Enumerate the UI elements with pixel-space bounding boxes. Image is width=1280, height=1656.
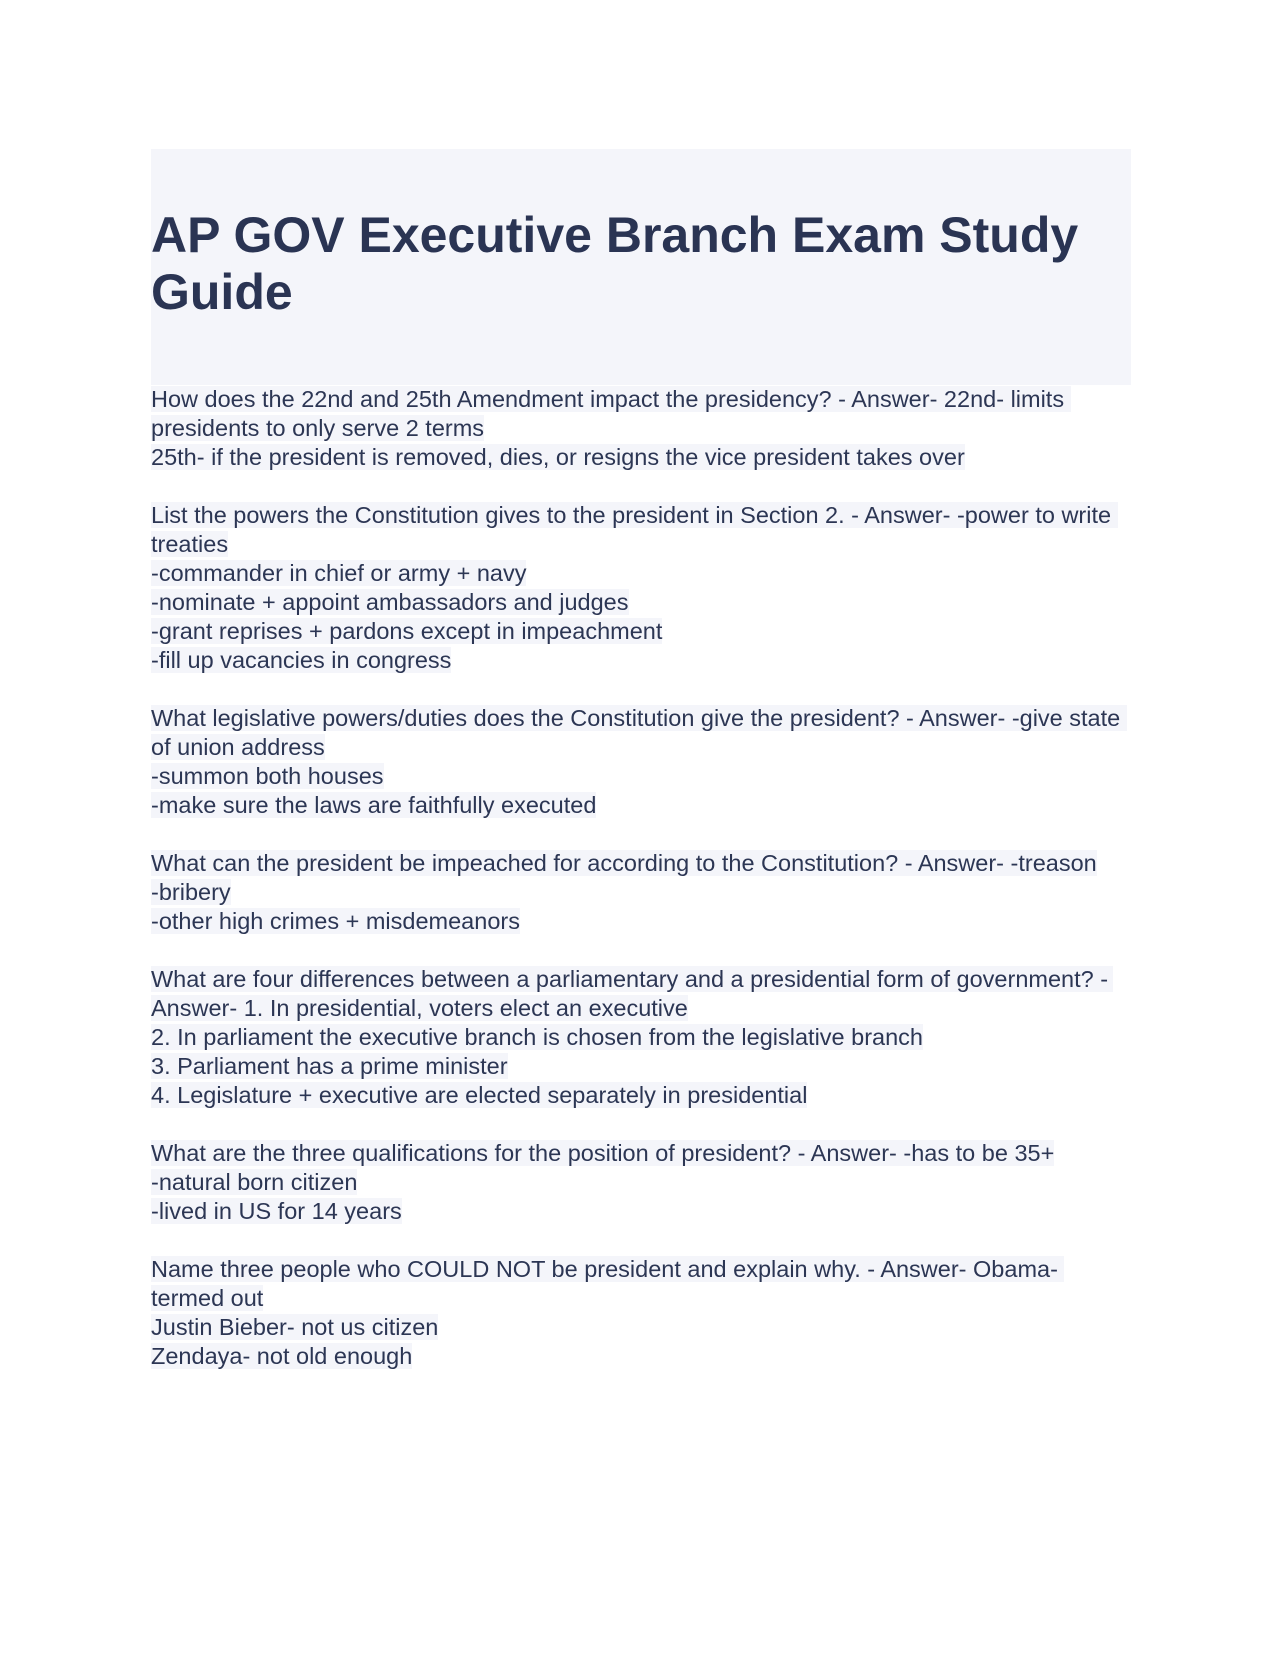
qa-text: How does the 22nd and 25th Amendment impact the presidency? - Answer- 22nd- limits presidents to only serve 2 terms <box>151 386 1071 441</box>
qa-text: What are four differences between a parliamentary and a presidential form of government? - Answer- 1. In presidential, voters elect an executive <box>151 966 1114 1021</box>
qa-item-legislative-powers <box>151 704 1131 820</box>
qa-text: -grant reprises + pardons except in impeachment <box>151 618 663 644</box>
qa-text: 4. Legislature + executive are elected separately in presidential <box>151 1082 808 1108</box>
qa-item-qualifications <box>151 1139 1131 1226</box>
title-block <box>151 149 1131 385</box>
qa-text: What legislative powers/duties does the Constitution give the president? - Answer- -give state of union address <box>151 705 1127 760</box>
qa-text: -other high crimes + misdemeanors <box>151 908 520 934</box>
qa-text: -commander in chief or army + navy <box>151 560 527 586</box>
qa-text: Justin Bieber- not us citizen <box>151 1314 439 1340</box>
qa-text: 2. In parliament the executive branch is chosen from the legislative branch <box>151 1024 924 1050</box>
qa-text: What are the three qualifications for the position of president? - Answer- -has to be 35+ <box>151 1140 1055 1166</box>
qa-item-parliamentary-vs-presidential <box>151 965 1131 1110</box>
document-title: AP GOV Executive Branch Exam Study Guide <box>151 207 1079 320</box>
qa-text: What can the president be impeached for according to the Constitution? - Answer- -treason <box>151 850 1097 876</box>
qa-text: -make sure the laws are faithfully executed <box>151 792 597 818</box>
qa-text: 3. Parliament has a prime minister <box>151 1053 508 1079</box>
qa-text: Name three people who COULD NOT be president and explain why. - Answer- Obama- termed out <box>151 1256 1065 1311</box>
qa-item-who-could-not-be-president <box>151 1255 1131 1371</box>
qa-text: Zendaya- not old enough <box>151 1343 413 1369</box>
document-page <box>151 149 1131 1400</box>
qa-text: -fill up vacancies in congress <box>151 647 452 673</box>
qa-item-impeachment <box>151 849 1131 936</box>
qa-text: 25th- if the president is removed, dies, or resigns the vice president takes over <box>151 444 965 470</box>
qa-text: -summon both houses <box>151 763 384 789</box>
qa-text: -lived in US for 14 years <box>151 1198 402 1224</box>
qa-text: -bribery <box>151 879 231 905</box>
qa-text: -nominate + appoint ambassadors and judges <box>151 589 629 615</box>
qa-text: List the powers the Constitution gives to the president in Section 2. - Answer- -power to write treaties <box>151 502 1118 557</box>
qa-item-section-2-powers <box>151 501 1131 675</box>
qa-text: -natural born citizen <box>151 1169 358 1195</box>
qa-list <box>151 385 1131 1371</box>
qa-item-amendments <box>151 385 1131 472</box>
